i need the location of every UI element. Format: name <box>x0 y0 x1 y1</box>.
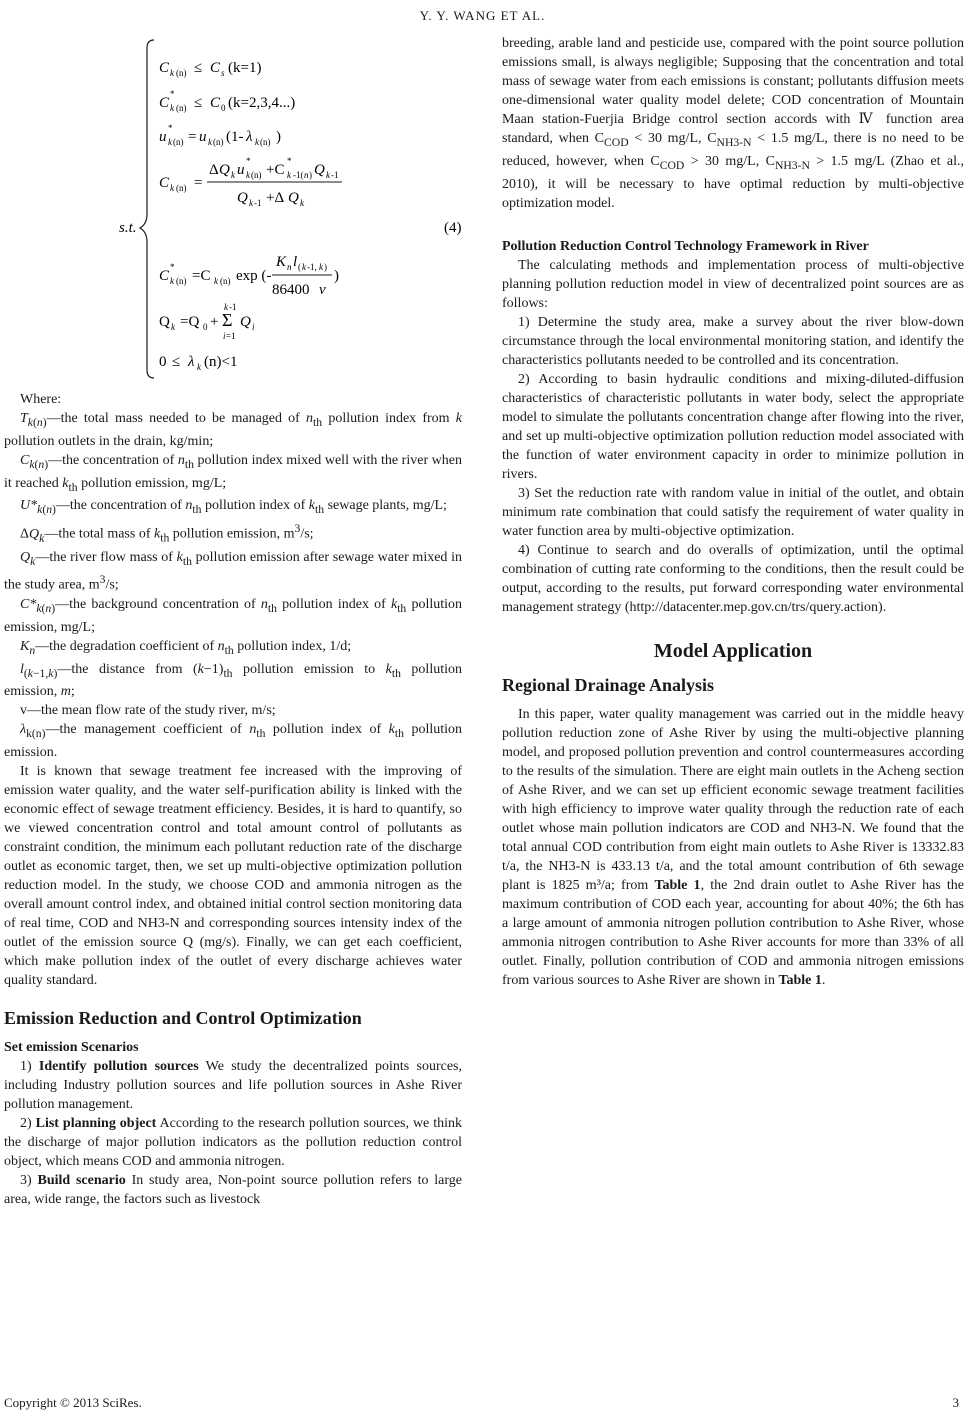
svg-text:+C: +C <box>266 162 285 178</box>
svg-text:k: k <box>214 276 218 286</box>
svg-text:(n)<1: (n)<1 <box>204 354 238 370</box>
svg-text:K: K <box>276 254 287 270</box>
constraint-brace <box>140 40 154 378</box>
svg-text:u: u <box>199 129 207 145</box>
running-header: Y. Y. WANG ET AL. <box>419 8 546 23</box>
svg-text:(n): (n) <box>251 170 262 180</box>
svg-text:*: * <box>170 89 175 99</box>
svg-text:C: C <box>159 95 170 111</box>
svg-text:Q: Q <box>219 162 230 178</box>
heading-emission-reduction: Emission Reduction and Control Optimization <box>4 1008 362 1029</box>
svg-text:(n): (n) <box>176 276 187 286</box>
svg-text:k: k <box>197 362 201 372</box>
equation-number: (4) <box>444 220 462 236</box>
svg-text:i: i <box>252 322 255 332</box>
svg-text:(n): (n) <box>220 276 231 286</box>
eq-line-4 <box>159 156 342 208</box>
svg-text:k: k <box>231 170 235 180</box>
step-1: 1) Determine the study area, make a survey about the river blow-down circumstance through the local environmental monitoring station, and identify the characteristics pollutants needed to be controlled and its concentration. <box>502 314 964 368</box>
list-item-planning: 2) List planning object According to the research pollution sources, we think the discharge of major pollution indicators as the pollution reduction control object, which means COD and ammonia nitrogen. <box>4 1116 462 1170</box>
svg-text:v: v <box>319 282 326 298</box>
svg-text:-1(: -1( <box>293 170 304 180</box>
svg-text:λ: λ <box>246 129 253 145</box>
list-item-identify: 1) Identify pollution sources We study the decentralized points sources, including Industry pollution sources and life pollution sources in Ashe River pollution management. <box>4 1059 462 1113</box>
def-U: $U*_{k(n)}—the$ concentration of $n_{th}$ pollution index of $k_{th}$ sewage plants, mg/L; <box>20 498 447 517</box>
heading-regional-drainage: Regional Drainage Analysis <box>502 674 715 695</box>
eq-line-1 <box>159 60 261 78</box>
table-1-ref[interactable]: Table 1 <box>654 877 701 893</box>
svg-text:(n): (n) <box>176 103 187 113</box>
svg-text:+Δ: +Δ <box>266 190 285 206</box>
svg-text:): ) <box>276 129 281 145</box>
svg-text:k: k <box>319 262 323 272</box>
heading-set-scenarios: Set emission Scenarios <box>4 1040 139 1056</box>
svg-text:-1,: -1, <box>307 262 317 272</box>
equation-4 <box>4 34 462 380</box>
def-v: v—the mean flow rate of the study river, m/s; <box>20 703 276 719</box>
svg-text:): ) <box>334 268 339 284</box>
svg-text:k: k <box>168 137 172 147</box>
svg-text:(1-: (1- <box>226 129 244 145</box>
svg-text:Q: Q <box>240 314 251 330</box>
svg-text:=C: =C <box>192 268 211 284</box>
svg-text:+: + <box>210 314 219 330</box>
st-label: s.t. <box>119 220 137 236</box>
table-1-ref-2[interactable]: Table 1 <box>778 972 822 988</box>
svg-text:Q: Q <box>288 190 299 206</box>
svg-text:u: u <box>159 129 167 145</box>
svg-text:Δ: Δ <box>209 162 219 178</box>
svg-text:*: * <box>170 262 175 272</box>
def-T: $T_{k(n)}—the$ total mass needed to be managed of $n_{th}$ pollution index from k pollution outlets in the drain, kg/min; <box>4 411 462 449</box>
svg-text:k: k <box>208 137 212 147</box>
list-item-scenario: 3) Build scenario In study area, Non-point source pollution refers to large area, wide range, the factors such as livestock <box>4 1173 462 1208</box>
svg-text:C: C <box>159 175 170 191</box>
svg-text:Q: Q <box>159 314 170 330</box>
svg-text:Q: Q <box>314 162 325 178</box>
svg-text:k: k <box>170 276 174 286</box>
svg-text:(n): (n) <box>176 68 187 78</box>
svg-text:≤: ≤ <box>172 354 181 370</box>
svg-text:k: k <box>326 170 330 180</box>
svg-text:k: k <box>302 262 306 272</box>
svg-text:C: C <box>210 95 221 111</box>
svg-text:u: u <box>237 162 245 178</box>
right-column <box>502 34 964 990</box>
svg-text:=: = <box>194 175 203 191</box>
svg-text:86400: 86400 <box>272 282 310 298</box>
svg-text:k: k <box>300 198 304 208</box>
svg-text:Q: Q <box>237 190 248 206</box>
step-2: 2) According to basin hydraulic conditions and mixing-diluted-diffusion characteristics of characteristic pollutants in water body, select the appropriate model to simulate the pollutants concentration change after flowing into the river, and set up multi-objective optimization pollution reduction model associated with the function of water environment capacity in order to minimize pollution in rivers. <box>502 371 964 482</box>
svg-text:i: i <box>223 331 226 341</box>
heading-framework: Pollution Reduction Control Technology Framework in River <box>502 238 869 254</box>
svg-text:k: k <box>246 170 250 180</box>
equation-svg <box>4 34 464 380</box>
where-label: Where: <box>20 392 62 407</box>
def-dQ: $\Delta Q_k—the$ total mass of $k_{th}$ pollution emission, $m^3/s$; <box>20 522 314 545</box>
svg-text:k: k <box>170 103 174 113</box>
svg-text:k: k <box>224 302 228 312</box>
page-number: 3 <box>952 1395 959 1410</box>
svg-text:(: ( <box>298 262 301 272</box>
svg-text:=1: =1 <box>226 331 236 341</box>
step-3: 3) Set the reduction rate with random value in initial of the outlet, and obtain minimum rate combination that could satisfy the requirement of water quality in water function area by multi-objective optimization. <box>502 485 964 539</box>
svg-text:n: n <box>304 170 309 180</box>
svg-text:-1: -1 <box>254 198 262 208</box>
svg-text:C: C <box>159 60 170 76</box>
paragraph-regional: In this paper, water quality management was carried out in the middle heavy pollution reduction zone of Ashe River by using the multi-objective planning model, and proposed pollution prevention and control countermeasures according to the results of the simulation. There are eight main outlets in the Acheng section of Ashe River, and we can set up efficient economic sewage treatment facilities with high efficiency to improve water quality through the reduction rate of each outlet whose main pollution indicators are COD and NH3-N. We found that the total annual COD contribution from eight main outlets to Ashe River is 13332.83 t/a, the NH3-N is 433.13 t/a, and the total amount contribution of 6th sewage plant is 1825 m³/a; from Table 1, the 2nd drain outlet to Ashe River has the maximum contribution of COD each year, accounting for about 40%; the 6th has a large amount of ammonia nitrogen pollution contribution to Ashe River, whose ammonia nitrogen contribution to Ashe River accounts for more than 33% of all outlet. Finally, pollution contribution of COD and ammonia nitrogen emissions from various sources to Ashe River are shown in Table 1. <box>502 706 965 988</box>
svg-text:k: k <box>287 170 291 180</box>
step-4: 4) Continue to search and do overalls of optimization, until the optimal combination of cutting rate conforming to the conditions, then the result could be output, according to the results, put forward corresponding water environmental management strategy (http://datacenter.mep.gov.cn/trs/query.action). <box>502 542 964 615</box>
eq-line-6 <box>159 302 255 341</box>
def-lambda: $\lambda_{k(n)}—the$ management coefficient of $n_{th}$ pollution index of $k_{th}$ pollution emission. <box>4 722 463 761</box>
eq-line-2 <box>159 89 295 113</box>
svg-text:k: k <box>171 322 175 332</box>
svg-text:exp (-: exp (- <box>236 268 272 284</box>
paragraph-framework: The calculating methods and implementation process of multi-objective planning pollution reduction model in view of decentralized point sources are as follows: <box>502 257 964 311</box>
svg-text:Σ: Σ <box>222 310 233 330</box>
svg-text:≤: ≤ <box>194 60 203 76</box>
def-C: $C_{k(n)}—the$ concentration of $n_{th}$ pollution index mixed well with the river when it reached $k_{th}$ pollution emission, mg/L; <box>4 452 463 494</box>
svg-text:n: n <box>287 262 292 272</box>
heading-model-application: Model Application <box>653 639 813 662</box>
copyright-footer: Copyright © 2013 SciRes. <box>4 1395 142 1410</box>
svg-text:k: k <box>170 68 174 78</box>
svg-text:=: = <box>188 129 197 145</box>
svg-text:0: 0 <box>221 103 226 113</box>
svg-text:): ) <box>324 262 327 272</box>
svg-text:k: k <box>255 137 259 147</box>
svg-text:(n): (n) <box>176 183 187 193</box>
svg-text:-1: -1 <box>331 170 339 180</box>
svg-text:(k=2,3,4...): (k=2,3,4...) <box>228 95 296 111</box>
svg-text:*: * <box>287 156 292 166</box>
left-column <box>4 34 462 1209</box>
svg-text:(n): (n) <box>260 137 271 147</box>
def-Cstar: $C*_{k(n)}—the$ background concentration of $n_{th}$ pollution index of $k_{th}$ pollution emission, mg/L; <box>4 597 462 635</box>
svg-text:≤: ≤ <box>194 95 203 111</box>
svg-text:-1: -1 <box>229 302 237 312</box>
svg-text:C: C <box>159 268 170 284</box>
svg-text:0: 0 <box>203 322 208 332</box>
svg-text:l: l <box>293 254 298 270</box>
svg-text:*: * <box>168 123 173 133</box>
svg-text:(n): (n) <box>213 137 224 147</box>
svg-text:λ: λ <box>188 354 195 370</box>
def-Q: $Q_k—the$ river flow mass of $k_{th}$ pollution emission after sewage water mixed in the study area, $m^3/s$; <box>4 549 463 594</box>
eq-line-3 <box>159 123 281 147</box>
eq-line-5 <box>159 254 339 298</box>
svg-text:s: s <box>221 68 225 78</box>
svg-text:0: 0 <box>159 354 167 370</box>
eq-line-7 <box>159 354 237 372</box>
svg-text:=Q: =Q <box>180 314 200 330</box>
svg-text:): ) <box>309 170 312 180</box>
svg-text:(k=1): (k=1) <box>228 60 262 76</box>
svg-text:C: C <box>210 60 221 76</box>
svg-text:*: * <box>246 156 251 166</box>
svg-text:k: k <box>249 198 253 208</box>
def-K: $K_n—the$ degradation coefficient of $n_{th}$ pollution index, 1/d; <box>20 638 352 657</box>
paragraph-continued: breeding, arable land and pesticide use, compared with the point source pollution emissions small, is always negligible; Supposing that the concentration and total mass of sewage water from each emissions is constant; pollutants diffusion meets one-dimensional water quality model delete; COD concentration of Mountain Maan station-Fuerjia Bridge control section accords with Ⅳ function area standard, when $C_{COD} < 30$ mg/L, $C_{NH3-N} < 1.5$ mg/L, there is no need to be reduced, however, when $C_{COD} > 30$ mg/L, $C_{NH3-N} > 1.5$ mg/L (Zhao et al., 2010), it will be necessary to have optimal reduction by multi-objective optimization model. <box>502 36 964 211</box>
svg-text:k: k <box>170 183 174 193</box>
svg-text:(n): (n) <box>173 137 184 147</box>
def-l: $l_{(k-1,k)}—the$ distance from $(k-1)_{th}$ pollution emission to $k_{th}$ pollution emission, m; <box>4 661 462 700</box>
paragraph-model-intro: It is known that sewage treatment fee increased with the improving of emission water quality, and the water self-purification ability is linked with the economic effect of sewage treatment efficiency. Besides, it is hard to quantify, so we viewed concentration control and total amount control of pollutants as constraint condition, the minimum each pollutant reduction rate of the discharge outlet as economic target, then, we set up multi-objective optimization pollution reduction model. In the study, we choose COD and ammonia nitrogen as the overall amount control index, and obtained initial control section monitoring data of real time, COD and NH3-N and corresponding sources intensity index of the outlet of the emission source Q (mg/s). Finally, we can get each coefficient, which make pollution index of the outlet of every discharge achieves water quality standard. <box>4 764 462 989</box>
